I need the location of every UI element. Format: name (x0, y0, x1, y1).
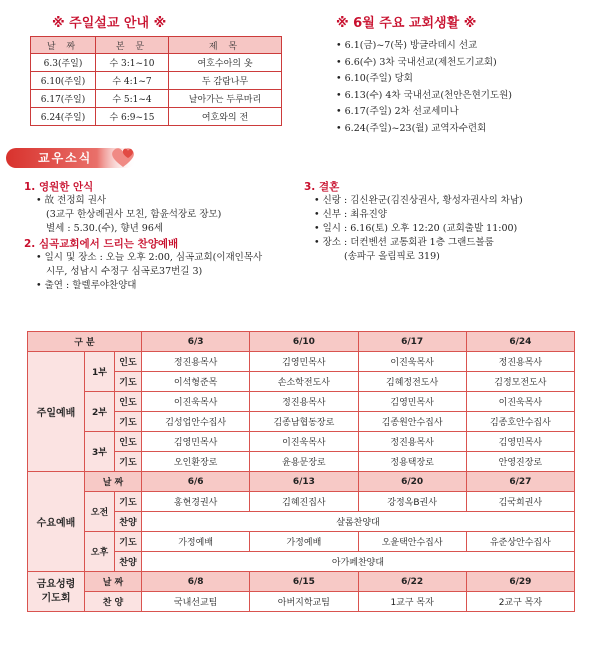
lead-label: 인도 (115, 432, 142, 452)
date-label: 날 짜 (85, 572, 142, 592)
lead-label: 인도 (115, 352, 142, 372)
cell: 이진욱목사 (250, 432, 358, 452)
schedule-header-date: 6/3 (142, 332, 250, 352)
sermon-date: 6.17(주일) (31, 90, 96, 108)
news-line: 별세 : 5.30.(수), 향년 96세 (46, 223, 164, 234)
cell: 오윤택안수집사 (358, 532, 466, 552)
sermon-passage: 수 4:1~7 (96, 72, 169, 90)
sermon-passage: 수 5:1~4 (96, 90, 169, 108)
friday-service-label: 금요성령 기도회 (28, 572, 85, 612)
cell: 김정모전도사 (466, 372, 574, 392)
prayer-label: 기도 (115, 492, 142, 512)
table-row (31, 72, 282, 90)
sermon-date: 6.10(주일) (31, 72, 96, 90)
cell: 샬롬찬양대 (142, 512, 575, 532)
sermon-title: 여호와의 전 (169, 108, 282, 126)
cell: 정진용목사 (466, 352, 574, 372)
praise-label: 찬 양 (85, 592, 142, 612)
sermon-passage: 수 3:1~10 (96, 54, 169, 72)
schedule-header-date: 6/17 (358, 332, 466, 352)
cell: 6/15 (250, 572, 358, 592)
table-row (28, 532, 575, 552)
schedule-header-date: 6/10 (250, 332, 358, 352)
cell: 가정예배 (250, 532, 358, 552)
list-item: • 6.6(수) 3차 국내선교(제천도기교회) (336, 56, 497, 68)
news-line: • 신부 : 최유진양 (314, 209, 387, 220)
cell: 김종원안수집사 (358, 412, 466, 432)
table-row (28, 592, 575, 612)
sermon-title: 여호수아의 옷 (169, 54, 282, 72)
news-line: • 신랑 : 김신완군(김진상권사, 황성자권사의 차남) (314, 195, 523, 206)
cell: 아가페찬양대 (142, 552, 575, 572)
prayer-label: 기도 (115, 452, 142, 472)
schedule-header-date: 6/24 (466, 332, 574, 352)
cell: 6/22 (358, 572, 466, 592)
cell: 6/29 (466, 572, 574, 592)
part-label: 1부 (85, 352, 115, 392)
cell: 손소학전도사 (250, 372, 358, 392)
pm-label: 오후 (85, 532, 115, 572)
cell: 정진용목사 (142, 352, 250, 372)
praise-label: 찬양 (115, 552, 142, 572)
schedule-header-category: 구 분 (28, 332, 142, 352)
sermon-header-text: 본 문 (96, 37, 169, 54)
cell: 1교구 목자 (358, 592, 466, 612)
cell: 6/6 (142, 472, 250, 492)
news-section-title: 2. 심곡교회에서 드리는 찬양예배 (24, 238, 179, 250)
cell: 김영민목사 (466, 432, 574, 452)
table-row (28, 472, 575, 492)
list-item: • 6.17(주일) 2차 선교세미나 (336, 106, 459, 117)
wednesday-service-label: 수요예배 (28, 472, 85, 572)
sermon-date: 6.3(주일) (31, 54, 96, 72)
events-list (336, 38, 512, 137)
sermon-title: 두 감람나무 (169, 72, 282, 90)
list-item: • 6.24(주일)~23(월) 교역자수련회 (336, 122, 487, 134)
cell: 김종호안수집사 (466, 412, 574, 432)
cell: 유준상안수집사 (466, 532, 574, 552)
cell: 정진용목사 (250, 392, 358, 412)
cell: 이진욱목사 (142, 392, 250, 412)
cell: 김영민목사 (250, 352, 358, 372)
cell: 6/20 (358, 472, 466, 492)
cell: 아버지학교팀 (250, 592, 358, 612)
sunday-service-label: 주일예배 (28, 352, 85, 472)
table-row (28, 432, 575, 452)
cell: 김혜정전도사 (358, 372, 466, 392)
news-line: • 장소 : 더컨벤션 교통회관 1층 그랜드볼룸 (314, 237, 494, 248)
am-label: 오전 (85, 492, 115, 532)
service-schedule-table (27, 331, 575, 612)
sermon-section-title: ※ 주일설교 안내 ※ (52, 16, 167, 31)
prayer-label: 기도 (115, 372, 142, 392)
list-item: • 6.1(금)~7(목) 방글라데시 선교 (336, 40, 478, 51)
cell: 김성업안수집사 (142, 412, 250, 432)
lead-label: 인도 (115, 392, 142, 412)
date-label: 날 짜 (85, 472, 142, 492)
list-item: • 6.13(수) 4차 국내선교(천안은현기도원) (336, 89, 512, 101)
cell: 윤용문장로 (250, 452, 358, 472)
cell: 가정예배 (142, 532, 250, 552)
cell: 오인환장로 (142, 452, 250, 472)
prayer-label: 기도 (115, 412, 142, 432)
cell: 이진욱목사 (466, 392, 574, 412)
sermon-header-date: 날 짜 (31, 37, 96, 54)
sermon-table (30, 36, 282, 126)
cell: 강정옥B권사 (358, 492, 466, 512)
events-section-title: ※ 6월 주요 교회생활 ※ (336, 16, 477, 31)
table-row (28, 572, 575, 592)
cell: 김영민목사 (142, 432, 250, 452)
list-item: • 6.10(주일) 당회 (336, 73, 413, 84)
cell: 이석형준목 (142, 372, 250, 392)
sermon-date: 6.24(주일) (31, 108, 96, 126)
cell: 홍현경권사 (142, 492, 250, 512)
sermon-header-title: 제 목 (169, 37, 282, 54)
cell: 6/13 (250, 472, 358, 492)
part-label: 3부 (85, 432, 115, 472)
cell: 정진용목사 (358, 432, 466, 452)
cell: 2교구 목자 (466, 592, 574, 612)
table-row (28, 392, 575, 412)
table-row (31, 54, 282, 72)
news-left (24, 180, 262, 293)
news-line: • 일시 및 장소 : 오늘 오후 2:00, 심곡교회(이재인목사 (36, 252, 263, 263)
banner-title: 교우소식 (38, 151, 93, 165)
prayer-label: 기도 (115, 532, 142, 552)
news-line: • 일시 : 6.16(토) 오후 12:20 (교회출발 11:00) (314, 223, 518, 234)
cell: 6/8 (142, 572, 250, 592)
cell: 김영민목사 (358, 392, 466, 412)
news-line: 시무, 성남시 수정구 심곡로37번길 3) (46, 266, 203, 277)
news-right (304, 180, 523, 264)
cell: 정용택장로 (358, 452, 466, 472)
cell: 이진욱목사 (358, 352, 466, 372)
cell: 6/27 (466, 472, 574, 492)
news-section-title: 1. 영원한 안식 (24, 181, 94, 193)
table-row (31, 90, 282, 108)
schedule-header-row (28, 332, 575, 352)
cell: 국내선교팀 (142, 592, 250, 612)
members-news-banner (0, 144, 600, 170)
cell: 김종남협동장로 (250, 412, 358, 432)
table-row (31, 108, 282, 126)
news-section-title: 3. 결혼 (304, 181, 340, 193)
praise-label: 찬양 (115, 512, 142, 532)
news-line: (송파구 올림픽로 319) (344, 251, 440, 262)
table-row (28, 352, 575, 372)
sermon-passage: 수 6:9~15 (96, 108, 169, 126)
sermon-title: 날아가는 두루마리 (169, 90, 282, 108)
news-line: • 故 전정희 권사 (36, 195, 107, 206)
cell: 안영진장로 (466, 452, 574, 472)
cell: 김혜진집사 (250, 492, 358, 512)
part-label: 2부 (85, 392, 115, 432)
heart-icon (108, 144, 138, 170)
news-line: (3교구 한상례권사 모친, 함윤석장로 장모) (46, 209, 222, 220)
cell: 김국희권사 (466, 492, 574, 512)
news-line: • 출연 : 할렐루야찬양대 (36, 280, 137, 291)
table-row (28, 492, 575, 512)
